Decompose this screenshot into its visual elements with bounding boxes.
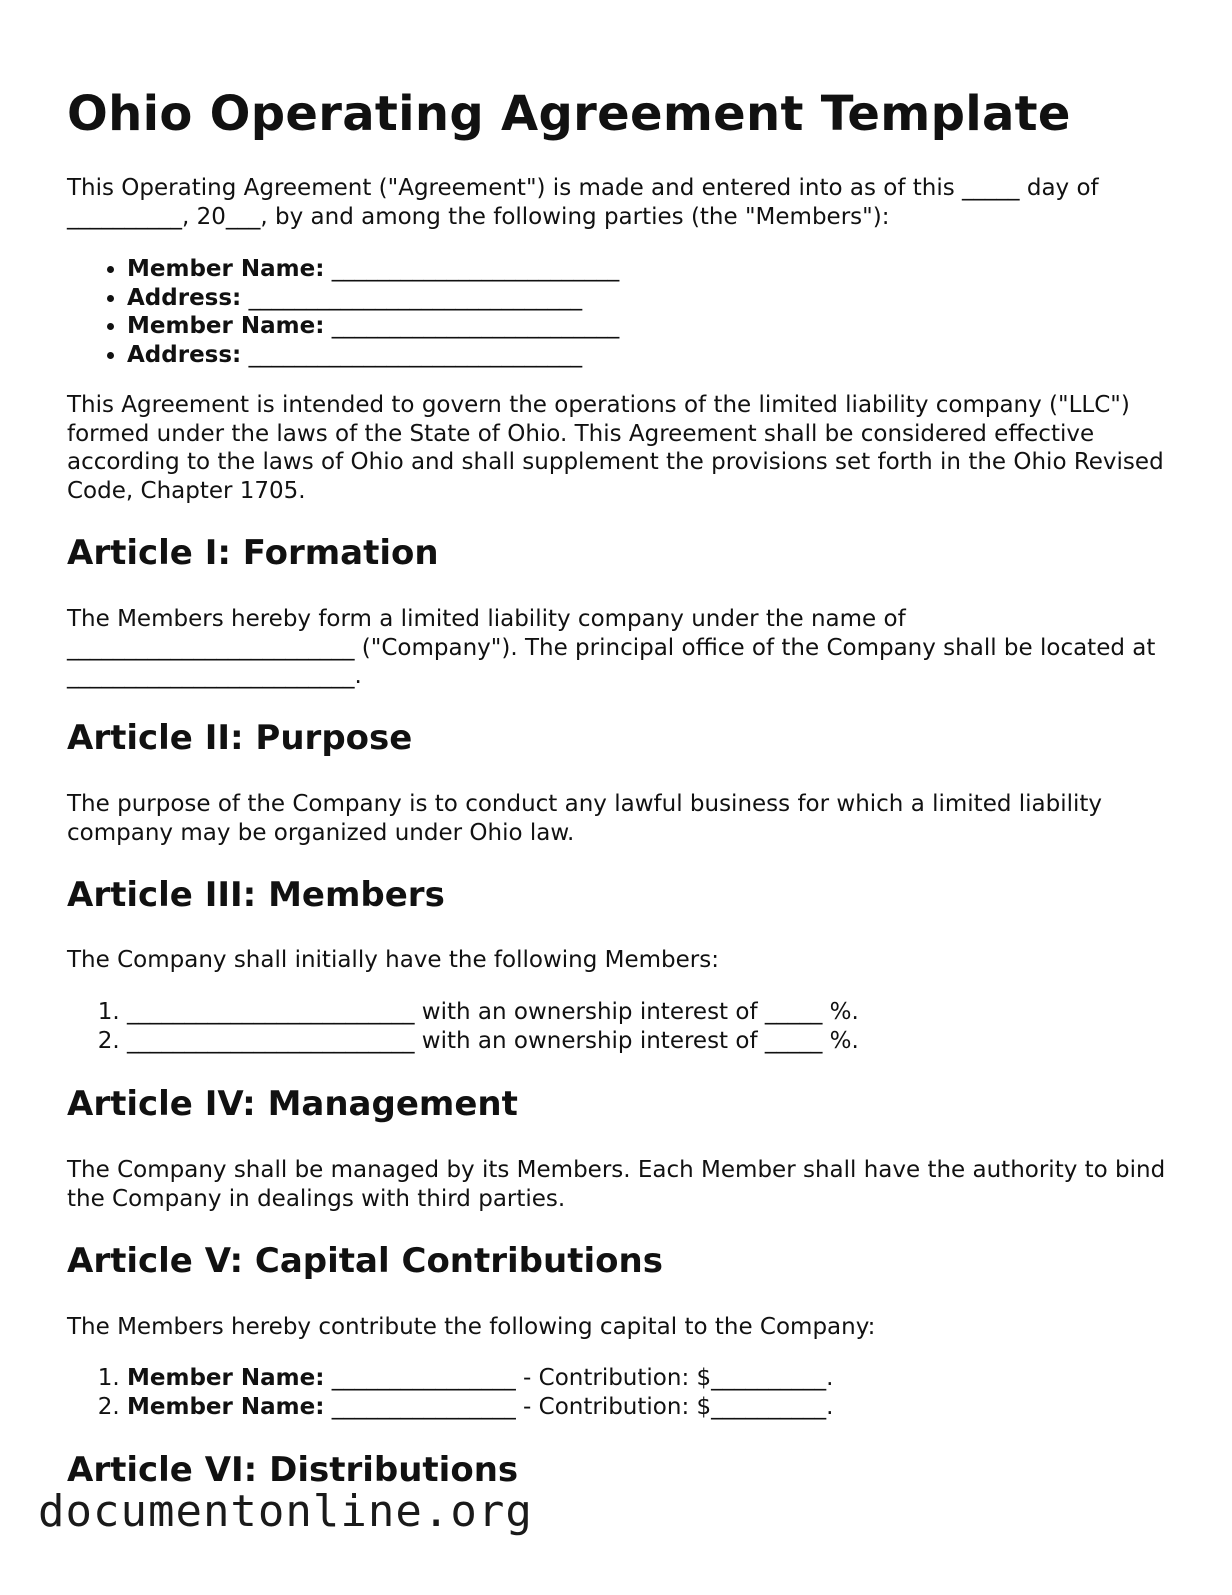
blank-line: _____________________________ <box>248 341 583 368</box>
party-label: Member Name: <box>127 256 325 282</box>
contribution-label: Member Name: <box>127 1365 325 1391</box>
list-item: 1. _________________________ with an ownership interest of _____ %. <box>127 998 859 1027</box>
article-heading: Article V: Capital Contributions <box>67 1241 663 1281</box>
article-text: The purpose of the Company is to conduct any lawful business for which a limited liability company may be organized under Ohio law. <box>67 791 1103 846</box>
list-item <box>127 1393 833 1422</box>
party-label: Member Name: <box>127 313 325 339</box>
article-heading: Article I: Formation <box>67 533 439 573</box>
list-item <box>127 312 619 341</box>
blank-line: _____________________________ <box>248 284 583 311</box>
list-item: 2. _________________________ with an ownership interest of _____ %. <box>127 1027 859 1056</box>
parties-list <box>67 255 619 369</box>
article-text: The Company shall be managed by its Members. Each Member shall have the authority to bind the Company in dealings with third parties. <box>67 1157 1166 1212</box>
intro-paragraph: This Operating Agreement ("Agreement") is made and entered into as of this _____ day of __________, 20___, by and among the following parties (the "Members"): <box>67 175 1099 230</box>
list-item <box>127 284 619 313</box>
watermark-text: documentonline.org <box>38 1486 533 1537</box>
article-text: The Members hereby form a limited liability company under the name of _________________________ ("Company"). The principal office of the Company shall be located at _________________________. <box>67 606 1156 689</box>
article-text: The Members hereby contribute the following capital to the Company: <box>67 1314 876 1340</box>
page-title: Ohio Operating Agreement Template <box>67 86 1071 142</box>
members-list <box>67 998 859 1055</box>
contributions-list <box>67 1364 833 1421</box>
article-heading: Article II: Purpose <box>67 718 413 758</box>
article-text: The Company shall initially have the following Members: <box>67 947 719 973</box>
contribution-label: Member Name: <box>127 1393 325 1420</box>
contribution-blank: ________________ - Contribution: $__________. <box>324 1393 834 1420</box>
list-item <box>127 1364 833 1393</box>
article-heading: Article VI: Distributions <box>67 1450 519 1490</box>
article-heading: Article III: Members <box>67 875 445 915</box>
list-item <box>127 255 619 284</box>
contribution-blank: ________________ - Contribution: $__________. <box>324 1365 834 1391</box>
article-heading: Article IV: Management <box>67 1084 518 1124</box>
blank-line: _________________________ <box>331 256 620 282</box>
governing-paragraph: This Agreement is intended to govern the operations of the limited liability company ("LLC") formed under the laws of the State of Ohio. This Agreement shall be considered effective according to the laws of Ohio and shall supplement the provisions set forth in the Ohio Revised Code, Chapter 1705. <box>67 392 1164 504</box>
blank-line: _________________________ <box>331 313 620 339</box>
party-label: Address: <box>127 284 242 311</box>
list-item <box>127 341 619 370</box>
party-label: Address: <box>127 341 242 368</box>
